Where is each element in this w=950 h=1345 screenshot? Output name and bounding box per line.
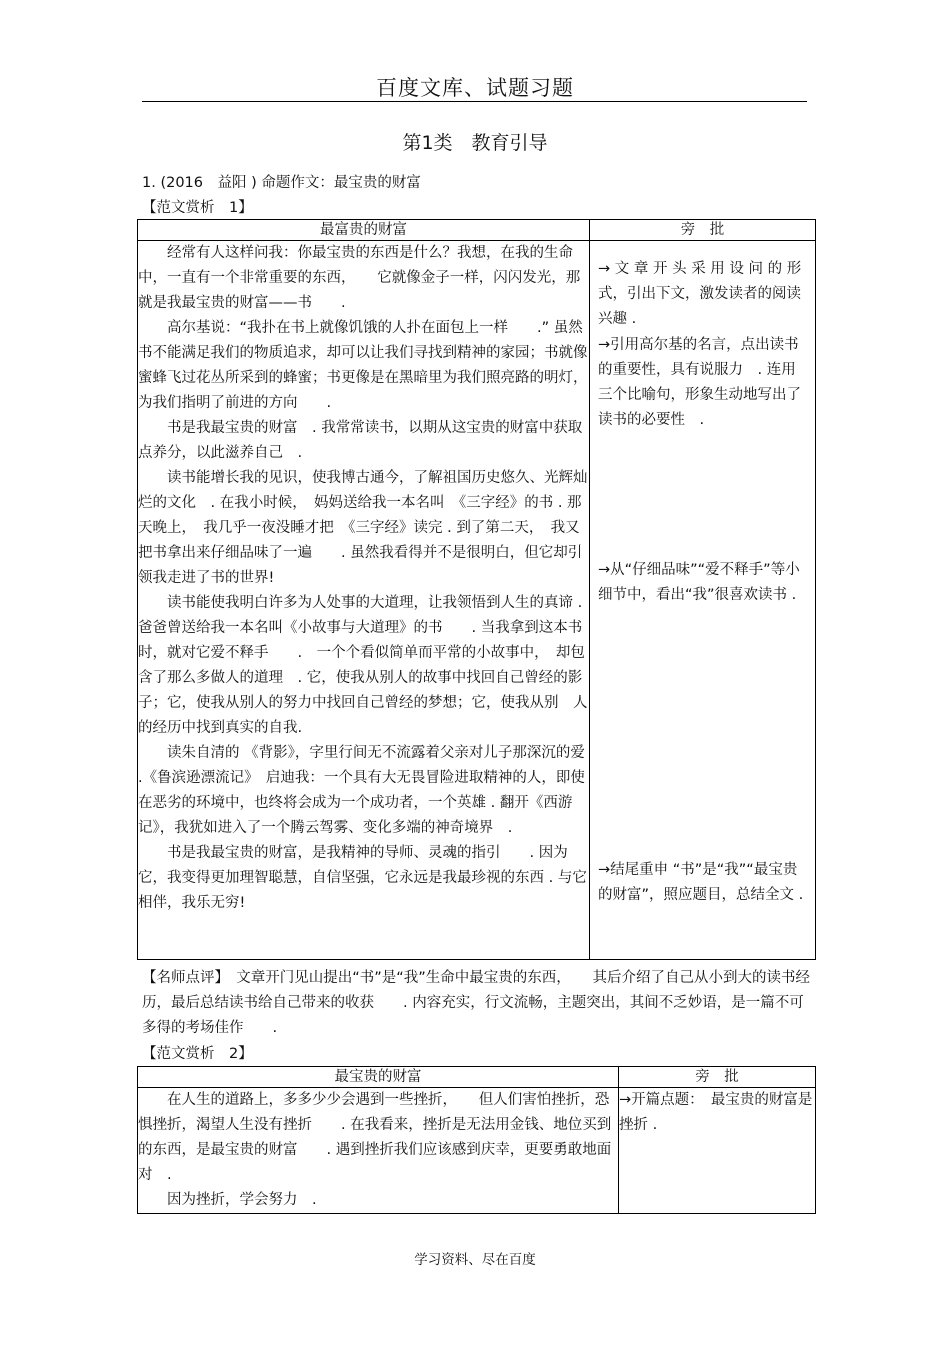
page-footer: 学习资料、尽在百度 bbox=[414, 1252, 536, 1268]
margin-note: →结尾重申 “书”是“我”“最宝贵的财富”，照应题目，总结全文 . bbox=[598, 862, 804, 903]
margin-note: → 文 章 开 头 采 用 设 问 的 形式，引出下文，激发读者的阅读兴趣 . bbox=[598, 261, 802, 327]
essay-paragraph: 高尔基说：“我扑在书上就像饥饿的人扑在面包上一样 .” 虽然书不能满足我们的物质追求，却可以让我们寻找到精神的家园；书就像蜜蜂飞过花丛所采到的蜂蜜；书更像是在黑暗里为我们照亮路的明灯，为我们指明了前进的方向 . bbox=[138, 320, 588, 411]
margin-note: →引用高尔基的名言，点出读书的重要性，具有说服力 . 连用三个比喻句，形象生动地写出了读书的必要性 . bbox=[598, 337, 801, 428]
margin-note: →开篇点题： 最宝贵的财富是挫折 . bbox=[619, 1092, 813, 1133]
essay-paragraph: 经常有人这样问我：你最宝贵的东西是什么？我想，在我的生命 中，一直有一个非常重要的东西， 它就像金子一样，闪闪发光，那就是我最宝贵的财富——书 . bbox=[138, 245, 588, 311]
sample2-notes-body bbox=[619, 1088, 816, 1214]
sample1-essay-body bbox=[138, 241, 590, 960]
question-prompt: 1. (2016 益阳 ) 命题作文：最宝贵的财富 bbox=[142, 175, 421, 191]
essay-paragraph: 因为挫折，学会努力 . bbox=[167, 1192, 317, 1208]
essay-paragraph: 书是我最宝贵的财富 . 我常常读书，以期从这宝贵的财富中获取点养分，以此滋养自己 . bbox=[138, 420, 583, 461]
header-rule bbox=[142, 101, 807, 102]
essay-paragraph: 书是我最宝贵的财富，是我精神的导师、灵魂的指引 . 因为它，我变得更加理智聪慧，自信坚强，它永远是我最珍视的东西 . 与它相伴，我乐无穷! bbox=[138, 845, 587, 911]
sample2-notes-header: 旁 批 bbox=[619, 1067, 816, 1088]
essay-paragraph: 在人生的道路上，多多少少会遇到一些挫折， 但人们害怕挫折，恐惧挫折，渴望人生没有挫折 . 在我看来，挫折是无法用金钱、地位买到的东西，是最宝贵的财富 . 遇到挫折我们应该感到庆幸，更要勇敢地面对 . bbox=[138, 1092, 612, 1183]
sample1-notes-header: 旁 批 bbox=[590, 220, 816, 241]
essay-paragraph: 读书能使我明白许多为人处事的大道理，让我领悟到人生的真谛 . 爸爸曾送给我一本名叫《小故事与大道理》的书 . 当我拿到这本书时，就对它爱不释手 . 一个个看似简单而平常的小故事中， 却包含了那么多做人的道理 . 它，使我从别人的故事中找回自己曾经的影子；它，使我从别人的努力中找回自己曾经的梦想；它，使我从别 人的经历中找到真实的自我. bbox=[138, 595, 588, 736]
sample2-title-header: 最宝贵的财富 bbox=[138, 1067, 619, 1088]
essay-paragraph: 读朱自清的 《背影》，字里行间无不流露着父亲对儿子那深沉的爱 .《鲁滨逊漂流记》 启迪我：一个具有大无畏冒险进取精神的人，即使在恶劣的环境中，也终将会成为一个成功者，一个英雄 . 翻开《西游记》，我犹如进入了一个腾云驾雾、变化多端的神奇境界 . bbox=[138, 745, 585, 836]
margin-note: →从“仔细品味”“爱不释手”等小细节中，看出“我”很喜欢读书 . bbox=[598, 562, 800, 603]
sample1-notes-body bbox=[590, 241, 816, 960]
sample1-label: 【范文赏析 1】 bbox=[142, 200, 253, 216]
sample1-table bbox=[137, 219, 816, 960]
essay-paragraph: 读书能增长我的见识，使我博古通今，了解祖国历史悠久、光辉灿烂的文化 . 在我小时候， 妈妈送给我一本名叫 《三字经》的书 . 那天晚上， 我几乎一夜没睡才把 《三字经》读完 . 到了第二天， 我又把书拿出来仔细品味了一遍 . 虽然我看得并不是很明白，但它却引领我走进了书的世界! bbox=[138, 470, 588, 586]
section-title: 第1类 教育引导 bbox=[402, 132, 548, 154]
teacher-comment: 【名师点评】 文章开门见山提出“书”是“我”生命中最宝贵的东西， 其后介绍了自己从小到大的读书经历，最后总结读书给自己带来的收获 . 内容充实，行文流畅，主题突出，其间不乏妙语，是一篇不可多得的考场佳作 . bbox=[142, 970, 811, 1036]
page-header-title: 百度文库、试题习题 bbox=[376, 76, 574, 100]
sample2-table bbox=[137, 1066, 816, 1214]
sample2-essay-body bbox=[138, 1088, 619, 1214]
sample1-title-header: 最富贵的财富 bbox=[138, 220, 590, 241]
sample2-label: 【范文赏析 2】 bbox=[142, 1046, 253, 1062]
